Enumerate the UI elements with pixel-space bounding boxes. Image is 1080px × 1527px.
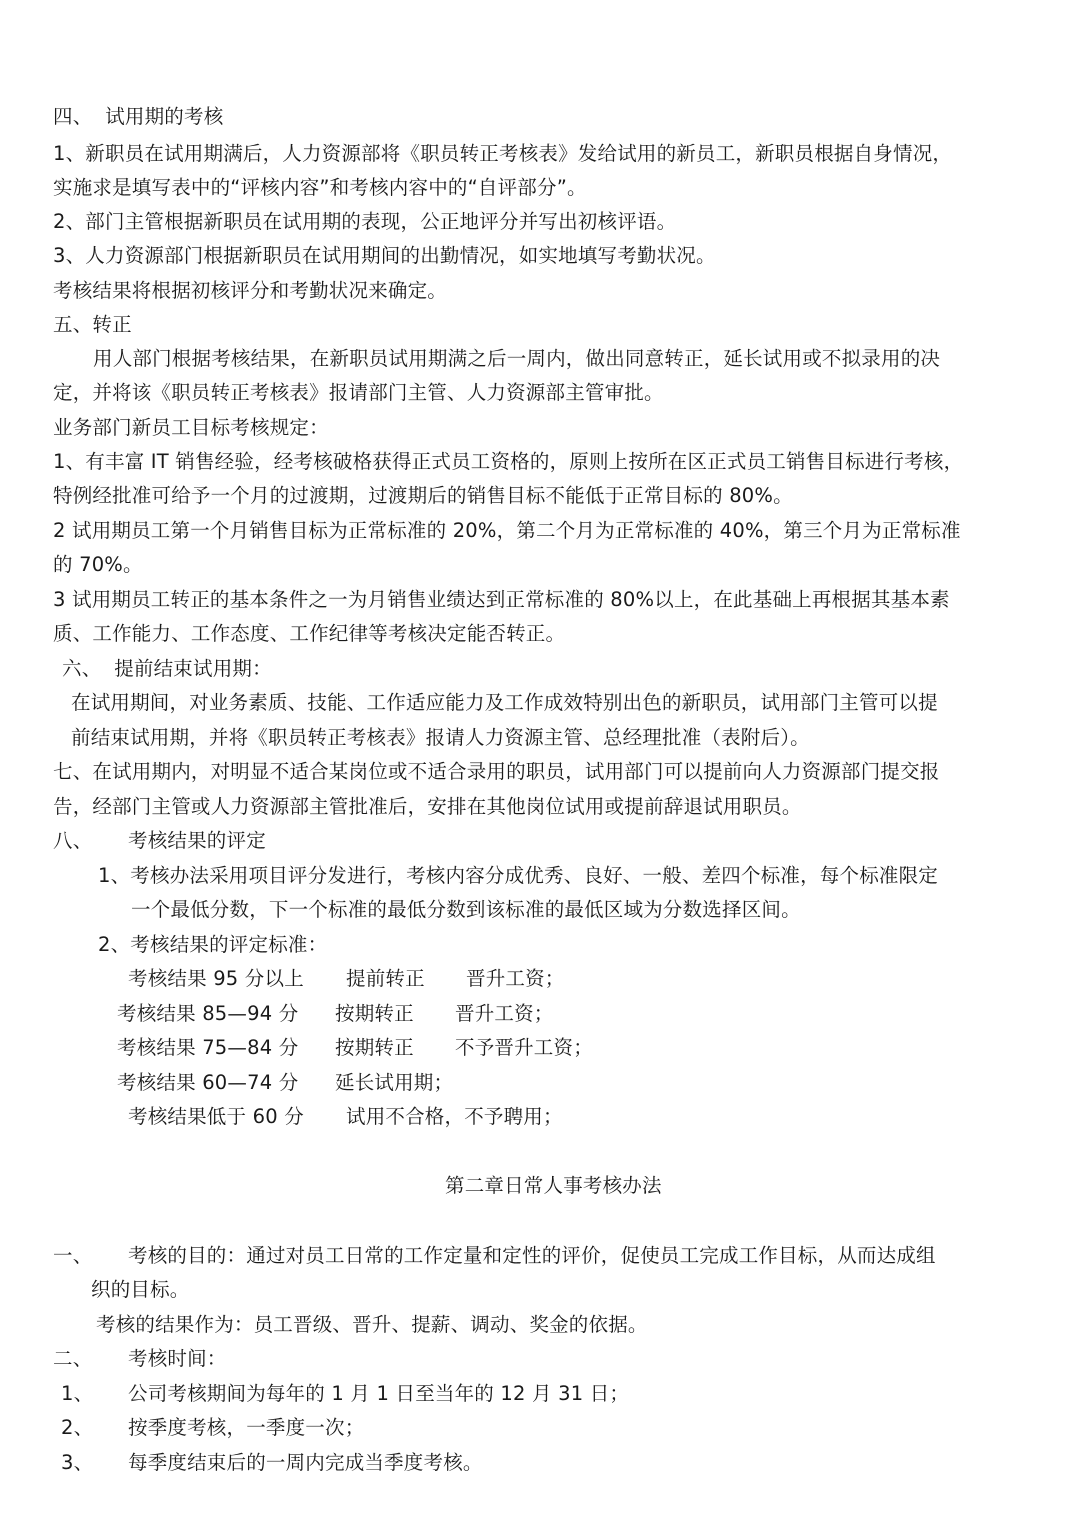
section-8-number: 八、 bbox=[53, 829, 93, 852]
list-item: 公司考核期间为每年的 1 月 1 日至当年的 12 月 31 日； bbox=[128, 1382, 630, 1405]
grade-score: 考核结果低于 60 分 bbox=[128, 1105, 304, 1128]
list-item-number: 2、 bbox=[61, 1416, 94, 1439]
paragraph: 1、新职员在试用期满后，人力资源部将《职员转正考核表》发给试用的新员工，新职员根据自身情况， bbox=[53, 142, 953, 165]
list-item-number: 1、 bbox=[61, 1382, 94, 1405]
grade-score: 考核结果 95 分以上 bbox=[128, 967, 304, 990]
grade-action: 提前转正 bbox=[346, 967, 425, 990]
list-item: 按季度考核，一季度一次； bbox=[128, 1416, 365, 1439]
chapter2-section-2-number: 二、 bbox=[53, 1347, 93, 1370]
paragraph: 告，经部门主管或人力资源部主管批准后，安排在其他岗位试用或提前辞退试用职员。 bbox=[53, 795, 802, 818]
grade-action: 按期转正 bbox=[335, 1002, 414, 1025]
paragraph: 1、考核办法采用项目评分发进行，考核内容分成优秀、良好、一般、差四个标准，每个标准限定 bbox=[98, 864, 939, 887]
paragraph: 在试用期间，对业务素质、技能、工作适应能力及工作成效特别出色的新职员，试用部门主管可以提 bbox=[71, 691, 938, 714]
paragraph: 特例经批准可给予一个月的过渡期，过渡期后的销售目标不能低于正常目标的 80%。 bbox=[53, 484, 793, 507]
chapter2-section-1-number: 一、 bbox=[53, 1244, 93, 1267]
chapter2-section-2-title: 考核时间： bbox=[128, 1347, 227, 1370]
paragraph: 2、部门主管根据新职员在试用期的表现，公正地评分并写出初核评语。 bbox=[53, 210, 677, 233]
chapter-title: 第二章日常人事考核办法 bbox=[445, 1174, 662, 1197]
paragraph: 前结束试用期，并将《职员转正考核表》报请人力资源主管、总经理批准（表附后）。 bbox=[71, 726, 810, 749]
paragraph: 考核的结果作为：员工晋级、晋升、提薪、调动、奖金的依据。 bbox=[96, 1313, 648, 1336]
paragraph: 质、工作能力、工作态度、工作纪律等考核决定能否转正。 bbox=[53, 622, 566, 645]
section-4-heading: 四、 试用期的考核 bbox=[53, 105, 224, 128]
section-8-title: 考核结果的评定 bbox=[128, 829, 266, 852]
paragraph: 2、考核结果的评定标准： bbox=[98, 933, 328, 956]
paragraph: 考核的目的：通过对员工日常的工作定量和定性的评价，促使员工完成工作目标，从而达成组 bbox=[128, 1244, 936, 1267]
grade-pay: 不予晋升工资； bbox=[455, 1036, 593, 1059]
paragraph: 一个最低分数，下一个标准的最低分数到该标准的最低区域为分数选择区间。 bbox=[131, 898, 801, 921]
grade-pay: 晋升工资； bbox=[455, 1002, 554, 1025]
paragraph: 实施求是填写表中的“评核内容”和考核内容中的“自评部分”。 bbox=[53, 176, 587, 199]
grade-action: 试用不合格，不予聘用； bbox=[346, 1105, 563, 1128]
grade-action: 延长试用期； bbox=[335, 1071, 454, 1094]
section-5-heading: 五、转正 bbox=[53, 313, 132, 336]
grade-score: 考核结果 85—94 分 bbox=[117, 1002, 299, 1025]
paragraph: 2 试用期员工第一个月销售目标为正常标准的 20%，第二个月为正常标准的 40%，第三个月为正常标准 bbox=[53, 519, 961, 542]
paragraph: 1、有丰富 IT 销售经验，经考核破格获得正式员工资格的，原则上按所在区正式员工销售目标进行考核， bbox=[53, 450, 964, 473]
grade-score: 考核结果 75—84 分 bbox=[117, 1036, 299, 1059]
paragraph: 的 70%。 bbox=[53, 553, 143, 576]
paragraph: 织的目标。 bbox=[91, 1278, 190, 1301]
list-item-number: 3、 bbox=[61, 1451, 94, 1474]
paragraph: 考核结果将根据初核评分和考勤状况来确定。 bbox=[53, 279, 448, 302]
paragraph: 3 试用期员工转正的基本条件之一为月销售业绩达到正常标准的 80%以上，在此基础上再根据其基本素 bbox=[53, 588, 950, 611]
paragraph: 七、在试用期内，对明显不适合某岗位或不适合录用的职员，试用部门可以提前向人力资源部门提交报 bbox=[53, 760, 940, 783]
sales-rules-heading: 业务部门新员工目标考核规定： bbox=[53, 416, 329, 439]
section-6-heading: 六、 提前结束试用期： bbox=[62, 657, 272, 680]
list-item: 每季度结束后的一周内完成当季度考核。 bbox=[128, 1451, 483, 1474]
paragraph: 定，并将该《职员转正考核表》报请部门主管、人力资源部主管审批。 bbox=[53, 381, 664, 404]
grade-action: 按期转正 bbox=[335, 1036, 414, 1059]
grade-pay: 晋升工资； bbox=[466, 967, 565, 990]
grade-score: 考核结果 60—74 分 bbox=[117, 1071, 299, 1094]
paragraph: 用人部门根据考核结果，在新职员试用期满之后一周内，做出同意转正，延长试用或不拟录用的决 bbox=[93, 347, 941, 370]
paragraph: 3、人力资源部门根据新职员在试用期间的出勤情况，如实地填写考勤状况。 bbox=[53, 244, 716, 267]
